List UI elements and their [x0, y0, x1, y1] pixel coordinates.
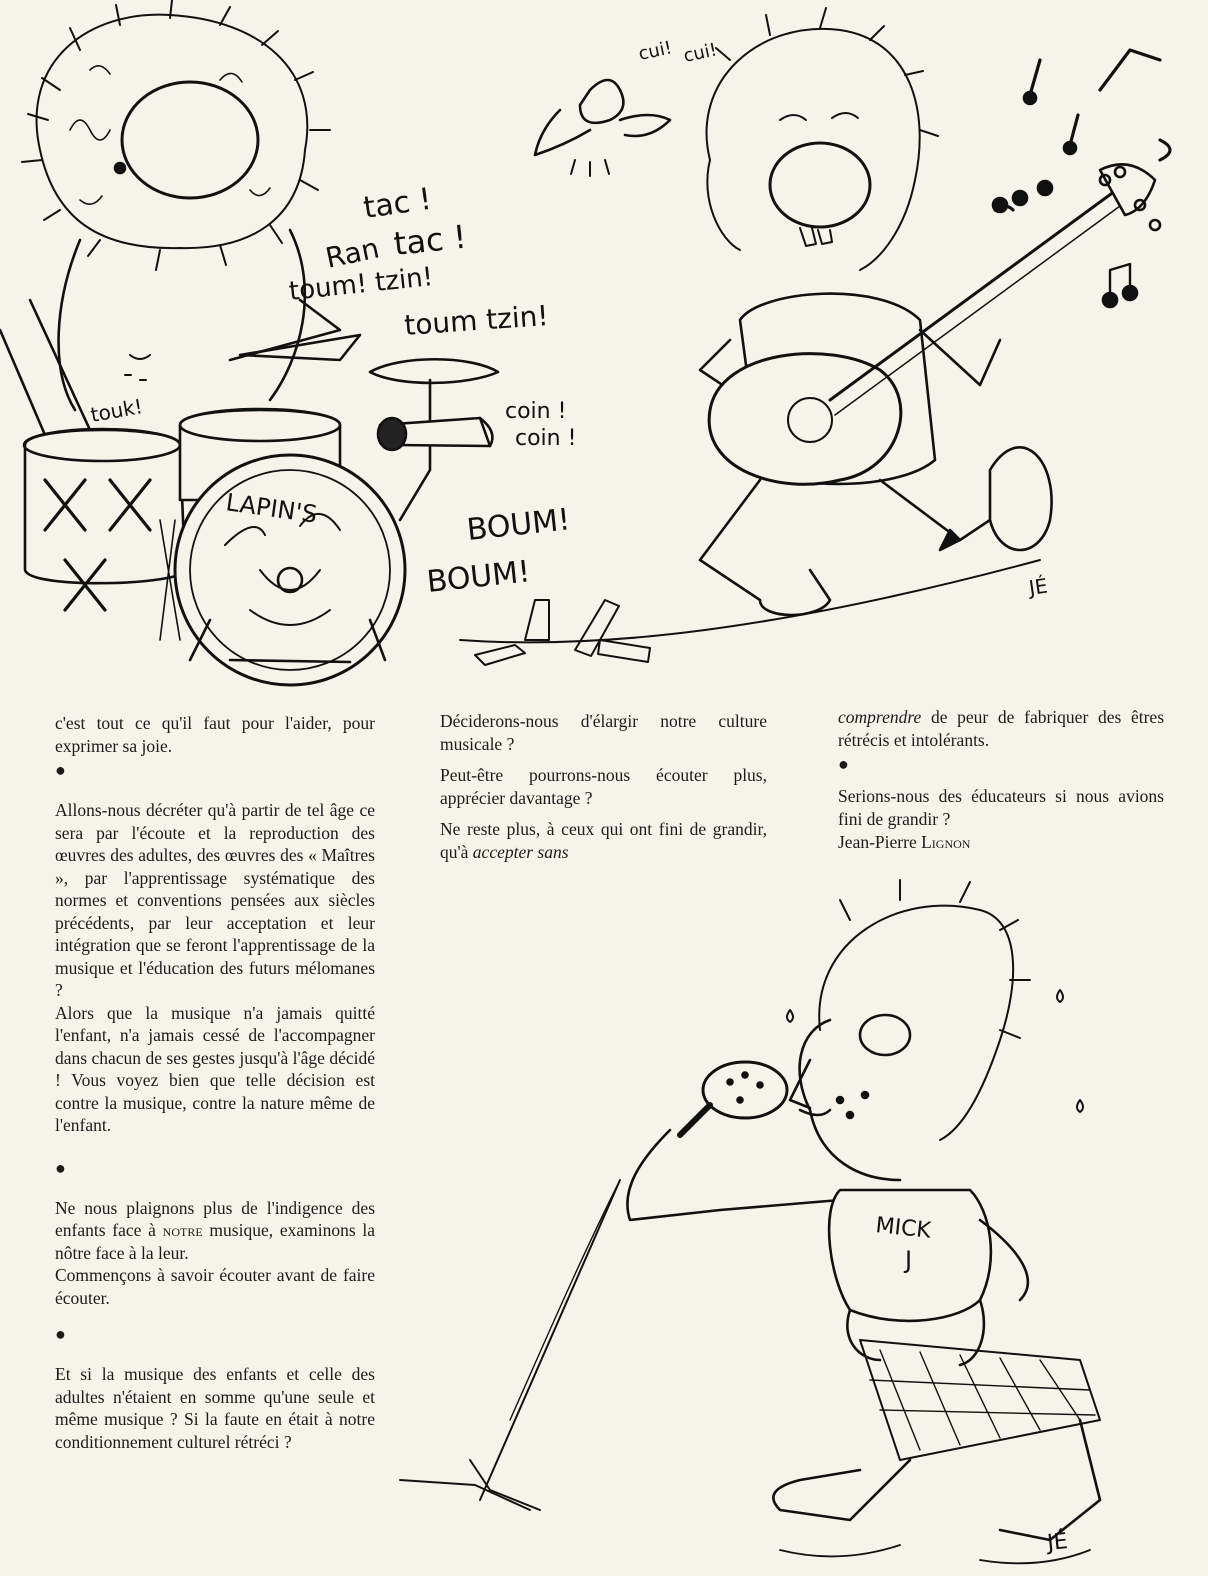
paragraph: Alors que la musique n'a jamais quitté l'enfant, n'a jamais cessé de l'accompagner dans chacun de ses gestes jusqu'à l'âge décidé ! Vous voyez bien que telle décision est contre la musique, contre la nature même de l'enfant.	[55, 1002, 375, 1135]
text-column-2	[440, 710, 767, 872]
sfx-touk: touk!	[88, 394, 145, 427]
section-bullet: ●	[55, 1157, 66, 1178]
paragraph: Peut-être pourrons-nous écouter plus, apprécier davantage ?	[440, 765, 767, 808]
sfx-cui-2: cui!	[681, 39, 719, 67]
section-bullet: ●	[55, 1324, 66, 1344]
paragraph: Commençons à savoir écouter avant de faire écouter.	[55, 1265, 375, 1308]
artist-signature-bottom: JÉ	[1046, 1528, 1069, 1556]
bottom-illustration	[380, 860, 1208, 1576]
section-bullet: ●	[55, 760, 66, 780]
paragraph: Ne nous plaignons plus de l'indigence des enfants face à notre musique, examinons la nôtre face à la leur.	[55, 1197, 376, 1263]
sfx-coin-1: coin !	[505, 399, 567, 424]
shirt-text-j: J	[905, 1246, 913, 1274]
sfx-ran: Ran	[322, 231, 383, 275]
sfx-coin-2: coin !	[515, 426, 577, 451]
sfx-tac-1: tac !	[361, 181, 434, 226]
paragraph: Ne reste plus, à ceux qui ont fini de grandir, qu'à accepter sans	[440, 819, 767, 862]
bird	[535, 80, 670, 176]
section-bullet: ●	[838, 754, 849, 774]
sfx-toum-tzin-1: toum! tzin!	[287, 262, 435, 307]
shirt-text-mick: MICK	[874, 1213, 932, 1244]
sfx-boum-2: BOUM!	[425, 554, 532, 600]
paragraph: c'est tout ce qu'il faut pour l'aider, pour exprimer sa joie.	[55, 713, 375, 756]
top-illustration	[0, 0, 1208, 690]
sfx-boum-1: BOUM!	[465, 502, 572, 548]
paragraph: Allons-nous décréter qu'à partir de tel âge ce sera par l'écoute et la reproduction des œuvres des adultes, des œuvres des « Maîtres », par l'apprentissage systématique des normes et conventions pensées aux siècles précédents, par leur acceptation et leur intégration que se feront l'apprentissage de la musique et l'éducation des futurs mélomanes ?	[55, 800, 375, 1000]
paragraph: Et si la musique des enfants et celle des adultes n'étaient en somme qu'une seule et même musique ? Si la faute en était à notre conditionnement culturel rétréci ?	[55, 1364, 375, 1452]
text-column-1	[55, 712, 375, 1453]
guitarist	[700, 8, 1160, 615]
author-signature: Jean-Pierre Lignon	[838, 832, 971, 852]
text-column-3	[838, 706, 1164, 854]
sfx-tac-2: tac !	[391, 217, 469, 263]
paragraph: Serions-nous des éducateurs si nous avions fini de grandir ?	[838, 786, 1164, 829]
paragraph: comprendre de peur de fabriquer des êtres rétrécis et intolérants.	[838, 707, 1164, 750]
artist-signature-top: JÉ	[1027, 573, 1050, 600]
sfx-toum-tzin-2: toum tzin!	[403, 298, 550, 342]
sfx-cui-1: cui!	[636, 37, 674, 65]
paragraph: Déciderons-nous d'élargir notre culture musicale ?	[440, 711, 767, 754]
drum-label: LAPIN'S	[224, 488, 319, 529]
